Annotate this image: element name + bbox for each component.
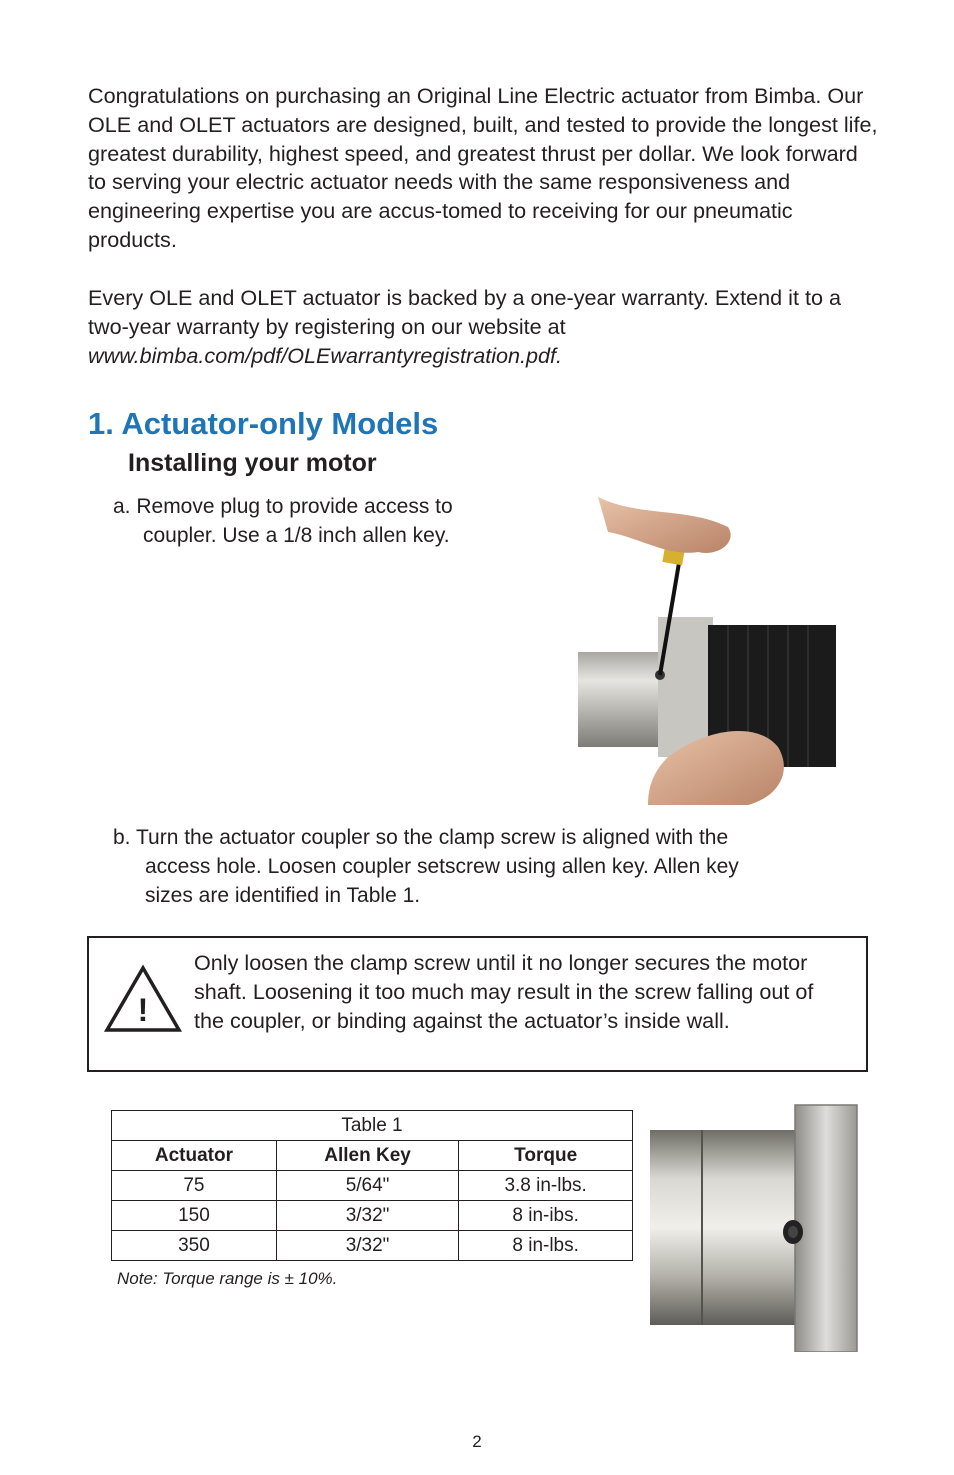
warning-triangle-icon [103,964,183,1034]
table-cell: 3/32" [276,1201,458,1231]
actuator-plug-removal-photo [578,497,836,805]
warning-box [87,936,868,1072]
warranty-text: Every OLE and OLET actuator is backed by a one-year warranty. Extend it to a two-year warranty by registering on our website at [88,285,841,339]
section-subtitle: Installing your motor [128,449,377,477]
page-number: 2 [472,1432,482,1451]
table-cell: 150 [112,1201,277,1231]
coupler-access-hole-photo [650,1100,860,1352]
warning-symbol: ! [137,992,149,1028]
table-cell: 3.8 in-lbs. [459,1171,633,1201]
step-a-line1: a. Remove plug to provide access to [113,495,453,518]
allen-key-table [111,1110,633,1261]
step-a-line2: coupler. Use a 1/8 inch allen key. [143,524,450,547]
table-row [112,1171,633,1201]
header-torque: Torque [459,1141,633,1171]
table-caption: Table 1 [112,1111,633,1141]
header-actuator: Actuator [112,1141,277,1171]
step-b-line2: access hole. Loosen coupler setscrew using allen key. Allen key [145,855,739,878]
warranty-paragraph [88,284,878,370]
header-allen-key: Allen Key [276,1141,458,1171]
table-cell: 350 [112,1231,277,1261]
step-b [113,823,853,910]
warranty-url: www.bimba.com/pdf/OLEwarrantyregistration.pdf. [88,342,563,368]
table-row [112,1231,633,1261]
table-cell: 8 in-ibs. [459,1201,633,1231]
step-b-line3: sizes are identified in Table 1. [145,884,421,907]
table-header-row [112,1141,633,1171]
table-cell: 3/32" [276,1231,458,1261]
table-cell: 8 in-lbs. [459,1231,633,1261]
step-a [113,492,523,550]
table-note: Note: Torque range is ± 10%. [117,1269,338,1288]
table-cell: 5/64" [276,1171,458,1201]
table-row [112,1201,633,1231]
table-cell: 75 [112,1171,277,1201]
intro-paragraph: Congratulations on purchasing an Original Line Electric actuator from Bimba. Our OLE and OLET actuators are designed, built, and tested to provide the longest life, greatest durability, highest speed, and greatest thrust per dollar. We look forward to serving your electric actuator needs with the same responsiveness and engineering expertise you are accus-tomed to receiving for our pneumatic products. [88,83,878,252]
warning-text: Only loosen the clamp screw until it no longer secures the motor shaft. Loosening it too much may result in the screw falling out of the coupler, or binding against the actuator’s inside wall. [194,950,814,1033]
step-b-line1: b. Turn the actuator coupler so the clamp screw is aligned with the [113,826,729,849]
section-title: 1. Actuator-only Models [88,406,439,441]
